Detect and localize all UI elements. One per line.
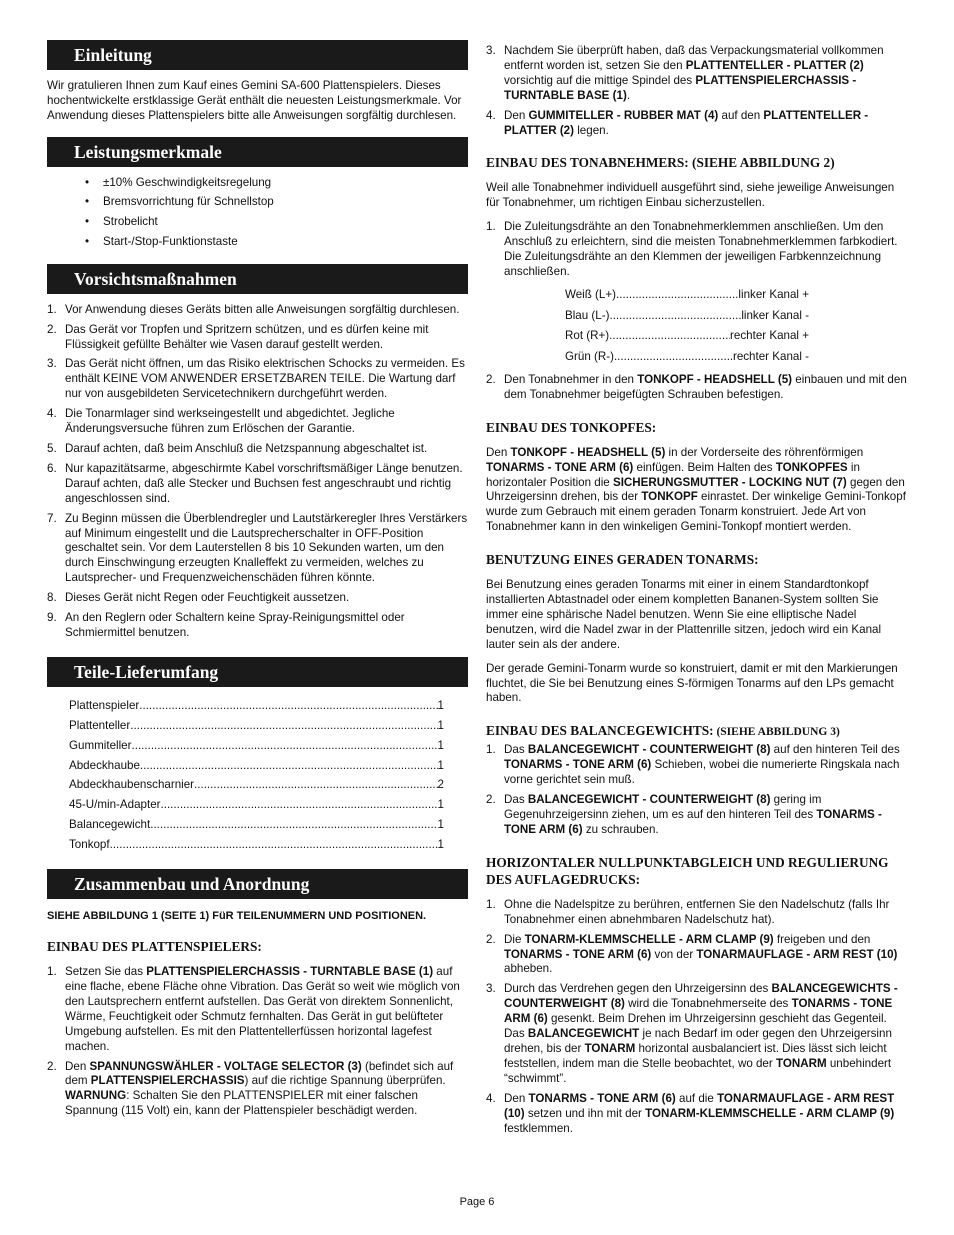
straight-tonearm-text-1: Bei Benutzung eines geraden Tonarms mit einer in einem Standardtonkopf installierten Abtastnadel oder einem kompletten Bananen-System sollten Sie immer eine sphärische Nadel benutzen. Wenn Sie eine elliptische Nadel benutzen, wird die Nadel zwar in der Plattenrille sitzen, jedoch wird ein Kanal lauter sein als der andere. — [486, 578, 882, 651]
features-list — [47, 176, 468, 250]
list-item: • Bremsvorrichtung für Schnellstop — [85, 195, 468, 210]
list-item: 3. Nachdem Sie überprüft haben, daß das Verpackungsmaterial vollkommen entfernt worden ist, setzen Sie den PLATTENTELLER - PLATTER (2) vorsichtig auf die mittige Spindel des PLATTENSPIELERCHASSIS - TURNTABLE BASE (1). — [486, 44, 884, 102]
subheading-balance-tracking: HORIZONTALER NULLPUNKTABGLEICH UND REGULIERUNG DES AUFLAGEDRUCKS: — [486, 854, 889, 887]
wire-color-row: Rot (R+) ..... rechter Kanal + — [565, 329, 809, 344]
list-item: • Start-/Stop-Funktionstaste — [85, 235, 468, 250]
parts-list — [69, 699, 444, 853]
parts-row: Plattenteller ..... 1 — [69, 719, 444, 734]
list-item: 2. Die TONARM-KLEMMSCHELLE - ARM CLAMP (9) freigeben und den TONARMS - TONE ARM (6) von der TONARMAUFLAGE - ARM REST (10) abheben. — [486, 932, 898, 976]
list-item: 1. Vor Anwendung dieses Geräts bitten alle Anweisungen sorgfältig durchlesen. — [47, 302, 460, 316]
cartridge-steps — [486, 220, 908, 280]
list-item: 2. Den SPANNUNGSWÄHLER - VOLTAGE SELECTOR (3) (befindet sich auf dem PLATTENSPIELERCHASSIS) auf die richtige Spannung überprüfen. WARNUNG: Schalten Sie den PLATTENSPIELER mit einer falschen Spannung (115 Volt) ein, kann der Plattenspieler beschädigt werden. — [47, 1059, 454, 1118]
subheading-headshell-installation: EINBAU DES TONKOPFES: — [486, 419, 657, 435]
list-item: 2. Das Gerät vor Tropfen und Spritzern schützen, und es dürfen keine mit Flüssigkeit gefüllte Behälter wie Vasen darauf gestellt werden. — [47, 322, 429, 351]
cartridge-steps-2 — [486, 373, 908, 403]
list-item: • ±10% Geschwindigkeitsregelung — [85, 176, 468, 191]
subheading-straight-tonearm: BENUTZUNG EINES GERADEN TONARMS: — [486, 552, 759, 568]
list-item: 1. Das BALANCEGEWICHT - COUNTERWEIGHT (8) auf den hinteren Teil des TONARMS - TONE ARM (6) Schieben, wobei die numerierte Ringskala nach vorne gerichtet sein muß. — [486, 743, 900, 787]
section-title-assembly: Zusammenbau und Anordnung — [47, 869, 468, 899]
list-item: 3. Durch das Verdrehen gegen den Uhrzeigersinn des BALANCEGEWICHTS - COUNTERWEIGHT (8) wird die Tonabnehmerseite des TONARMS - TONE ARM (6) gesenkt. Beim Drehen im Uhrzeigersinn geschieht das Gegenteil. Das BALANCEGEWICHT je nach Bedarf im oder gegen den Uhrzeigersinn drehen, bis der TONARM horizontal ausbalanciert ist. Dies lässt sich leicht feststellen, indem man die Stelle beobachtet, wo der TONARM unbehindert “schwimmt”. — [486, 982, 898, 1085]
precautions-list — [47, 303, 468, 641]
parts-row: Tonkopf ..... 1 — [69, 838, 444, 853]
parts-row: Gummiteller ..... 1 — [69, 739, 444, 754]
page-number: Page 6 — [459, 1196, 495, 1208]
parts-row: Plattenspieler ..... 1 — [69, 699, 444, 714]
section-title-features: Leistungsmerkmale — [47, 137, 468, 167]
counterweight-steps — [486, 743, 908, 837]
list-item: 1. Die Zuleitungsdrähte an den Tonabnehmerklemmen anschließen. Um den Anschluß zu erleichtern, sind die meisten Tonabnehmerklemmen farbkodiert. Die Zuleitungsdrähte an den Klemmen der jeweiligen Farbkennzeichnung anschließen. — [486, 220, 898, 278]
subheading-counterweight: EINBAU DES BALANCEGEWICHTS: (SIEHE ABBILDUNG 3) — [486, 723, 840, 739]
list-item: 1. Setzen Sie das PLATTENSPIELERCHASSIS - TURNTABLE BASE (1) auf eine flache, ebene Fläche ohne Vibration. Das Gerät so weit wie möglich von den Lautsprechern entfernt aufstellen. Das Gerät von direktem Sonnenlicht, Wärme, Feuchtigkeit oder Schmutz fernhalten. Das Gerät in gut belüfteter Umgebung aufstellen. Es mit den Plattentellerfüssen horizontal lagefest machen. — [47, 965, 460, 1053]
introduction-text: Wir gratulieren Ihnen zum Kauf eines Gemini SA-600 Plattenspielers. Dieses hochentwickelte erstklassige Gerät enthält die neuesten Leistungsmerkmale. Vor Anwendung dieses Plattenspielers bitte alle Anweisungen sorgfältig durchlesen. — [47, 79, 462, 122]
assembly-notice: SIEHE ABBILDUNG 1 (SEITE 1) FüR TEILENUMMERN UND POSITIONEN. — [47, 910, 427, 923]
list-item: 4. Den TONARMS - TONE ARM (6) auf die TONARMAUFLAGE - ARM REST (10) setzen und ihn mit der TONARM-KLEMMSCHELLE - ARM CLAMP (9) festklemmen. — [486, 1091, 895, 1135]
parts-row: 45-U/min-Adapter ..... 1 — [69, 798, 444, 813]
parts-row: Balancegewicht ..... 1 — [69, 818, 444, 833]
wire-color-row: Weiß (L+) ..... linker Kanal + — [565, 288, 809, 303]
parts-row: Abdeckhaubenscharnier ..... 2 — [69, 778, 444, 793]
wire-color-row: Grün (R-) ..... rechter Kanal - — [565, 350, 809, 365]
parts-row: Abdeckhaube ..... 1 — [69, 759, 444, 774]
headshell-text: Den TONKOPF - HEADSHELL (5) in der Vorderseite des röhrenförmigen TONARMS - TONE ARM (6) einfügen. Beim Halten des TONKOPFES in horizontaler Position die SICHERUNGSMUTTER - LOCKING NUT (7) gegen den Uhrzeigersinn drehen, bis der TONKOPF einrastet. Der winkelige Gemini-Tonkopf wurde zum Gebrauch mit einem geraden Tonarm konstruiert. Jede Art von Tonabnehmer kann in den winkeligen Gemini-Tonkopf montiert werden. — [486, 445, 906, 534]
list-item: 2. Das BALANCEGEWICHT - COUNTERWEIGHT (8) gering im Gegenuhrzeigersinn ziehen, um es auf den hinteren Teil des TONARMS - TONE ARM (6) zu schrauben. — [486, 793, 882, 836]
turntable-steps-continued — [486, 44, 908, 138]
list-item: 2. Den Tonabnehmer in den TONKOPF - HEADSHELL (5) einbauen und mit den dem Tonabnehmer beigefügten Schrauben befestigen. — [486, 372, 907, 401]
turntable-steps — [47, 965, 468, 1119]
cartridge-intro: Weil alle Tonabnehmer individuell ausgeführt sind, siehe jeweilige Anweisungen für Tonabnehmer, um richtigen Einbau sicherzustellen. — [486, 181, 895, 210]
list-item: 1. Ohne die Nadelspitze zu berühren, entfernen Sie den Nadelschutz (falls Ihr Tonabnehmer einen abnehmbaren Nadelschutz hat). — [486, 897, 890, 926]
wire-color-row: Blau (L-) ..... linker Kanal - — [565, 309, 809, 324]
list-item: 9. An den Reglern oder Schaltern keine Spray-Reinigungsmittel oder Schmiermittel benutzen. — [47, 611, 405, 639]
section-title-parts: Teile-Lieferumfang — [47, 657, 468, 687]
list-item: 6. Nur kapazitätsarme, abgeschirmte Kabel vorschriftsmäßiger Länge benutzen. Darauf achten, daß alle Stecker und Buchsen fest angeschraubt und richtig angeschlossen sind. — [47, 461, 463, 505]
balance-steps — [486, 898, 908, 1137]
list-item: 8. Dieses Gerät nicht Regen oder Feuchtigkeit aussetzen. — [47, 591, 350, 605]
list-item: 4. Die Tonarmlager sind werkseingestellt und abgedichtet. Jegliche Änderungsversuche führen zum Erlöschen der Garantie. — [47, 407, 395, 436]
subheading-cartridge-installation: EINBAU DES TONABNEHMERS: (SIEHE ABBILDUNG 2) — [486, 155, 835, 171]
straight-tonearm-text-2: Der gerade Gemini-Tonarm wurde so konstruiert, damit er mit den Markierungen fluchtet, die Sie bei Benutzung eines S-förmigen Tonarms auf den LPs gemacht haben. — [486, 661, 898, 705]
right-column — [486, 44, 908, 1144]
list-item: 3. Das Gerät nicht öffnen, um das Risiko elektrischen Schocks zu vermeiden. Es enthält KEINE VOM ANWENDER ERSETZBAREN TEILE. Die Wartung darf nur von ausgebildeten Servicetechnikern durchgeführt werden. — [47, 357, 465, 401]
subheading-turntable-installation: EINBAU DES PLATTENSPIELERS: — [47, 939, 262, 955]
list-item: 7. Zu Beginn müssen die Überblendregler und Lautstärkeregler Ihres Verstärkers auf Minimum eingestellt und die Lautsprecherschalter in OFF-Position geschaltet sein. Vor dem Lauterstellen 8 bis 10 Sekunden warten, um den durch Einschwingung erzeugten Knalleffekt zu vermeiden, welches zu Lautsprecher- und Frequenzweichenschäden führen könnte. — [47, 511, 468, 585]
left-column — [47, 40, 468, 1127]
section-title-introduction: Einleitung — [47, 40, 468, 70]
list-item: • Strobelicht — [85, 215, 468, 230]
list-item: 5. Darauf achten, daß beim Anschluß die Netzspannung abgeschaltet ist. — [47, 441, 428, 455]
wire-color-table — [565, 288, 809, 365]
list-item: 4. Den GUMMITELLER - RUBBER MAT (4) auf den PLATTENTELLER - PLATTER (2) legen. — [486, 108, 869, 137]
section-title-precautions: Vorsichtsmaßnahmen — [47, 264, 468, 294]
